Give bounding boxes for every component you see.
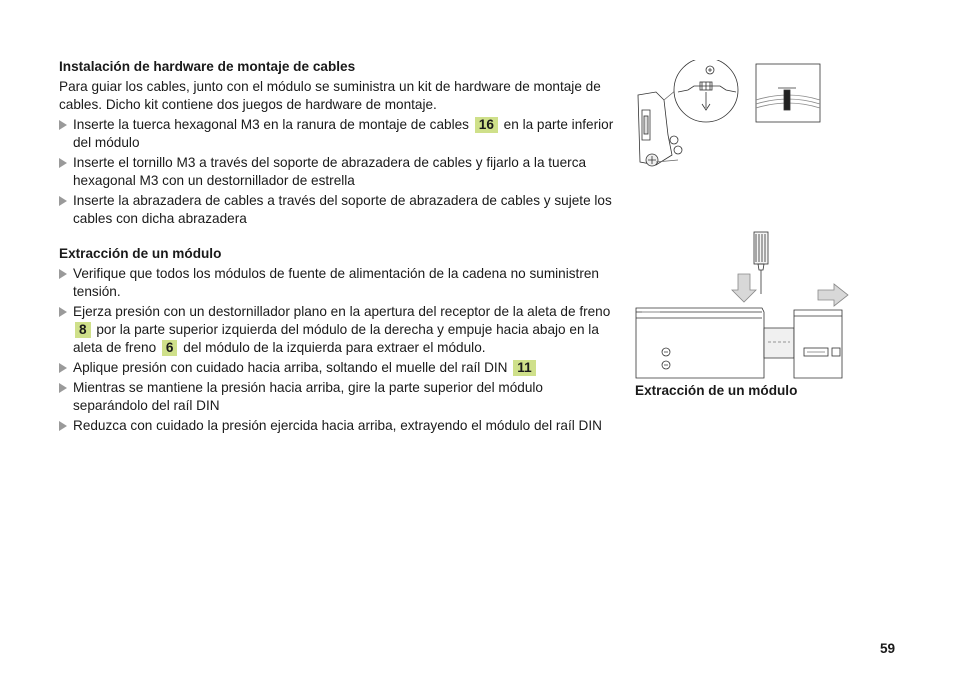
- module-removal-illustration: [632, 228, 854, 383]
- cable-mounting-illustration: [628, 60, 824, 180]
- list-item: Inserte el tornillo M3 a través del soporte de abrazadera de cables y fijarlo a la tuerca hexagonal M3 con un destornillador de estrella: [59, 154, 615, 190]
- list-item: Inserte la abrazadera de cables a través del soporte de abrazadera de cables y sujete los cables con dicha abrazadera: [59, 192, 615, 228]
- bullet-arrow-icon: [59, 158, 67, 168]
- intro-paragraph: Para guiar los cables, junto con el módulo se suministra un kit de hardware de montaje de cables. Dicho kit contiene dos juegos de hardware de montaje.: [59, 79, 601, 112]
- list-item: Inserte la tuerca hexagonal M3 en la ranura de montaje de cables 16 en la parte inferior del módulo: [59, 116, 615, 152]
- list-item: Reduzca con cuidado la presión ejercida hacia arriba, extrayendo el módulo del raíl DIN: [59, 417, 615, 435]
- main-text-column: [59, 58, 615, 437]
- list-item: Ejerza presión con un destornillador plano en la apertura del receptor de la aleta de freno 8 por la parte superior izquierda del módulo de la derecha y empuje hacia abajo en la aleta de freno 6 del módulo de la izquierda para extraer el módulo.: [59, 303, 615, 357]
- list-item: Verifique que todos los módulos de fuente de alimentación de la cadena no suministren tensión.: [59, 265, 615, 301]
- list-item: Mientras se mantiene la presión hacia arriba, gire la parte superior del módulo separándolo del raíl DIN: [59, 379, 615, 415]
- reference-badge: 8: [75, 322, 91, 338]
- figure-caption: Extracción de un módulo: [635, 383, 798, 398]
- bullet-arrow-icon: [59, 120, 67, 130]
- bullet-arrow-icon: [59, 383, 67, 393]
- bullet-arrow-icon: [59, 307, 67, 317]
- bullet-arrow-icon: [59, 421, 67, 431]
- section-heading-cable-hardware: Instalación de hardware de montaje de cables: [59, 59, 356, 74]
- reference-badge: 6: [162, 340, 178, 356]
- page-number: 59: [880, 641, 896, 656]
- reference-badge: 16: [475, 117, 498, 133]
- reference-badge: 11: [513, 360, 535, 376]
- bullet-arrow-icon: [59, 196, 67, 206]
- list-item: Aplique presión con cuidado hacia arriba, soltando el muelle del raíl DIN 11: [59, 359, 615, 377]
- bullet-arrow-icon: [59, 269, 67, 279]
- bullet-arrow-icon: [59, 363, 67, 373]
- section-heading-module-removal: Extracción de un módulo: [59, 246, 222, 261]
